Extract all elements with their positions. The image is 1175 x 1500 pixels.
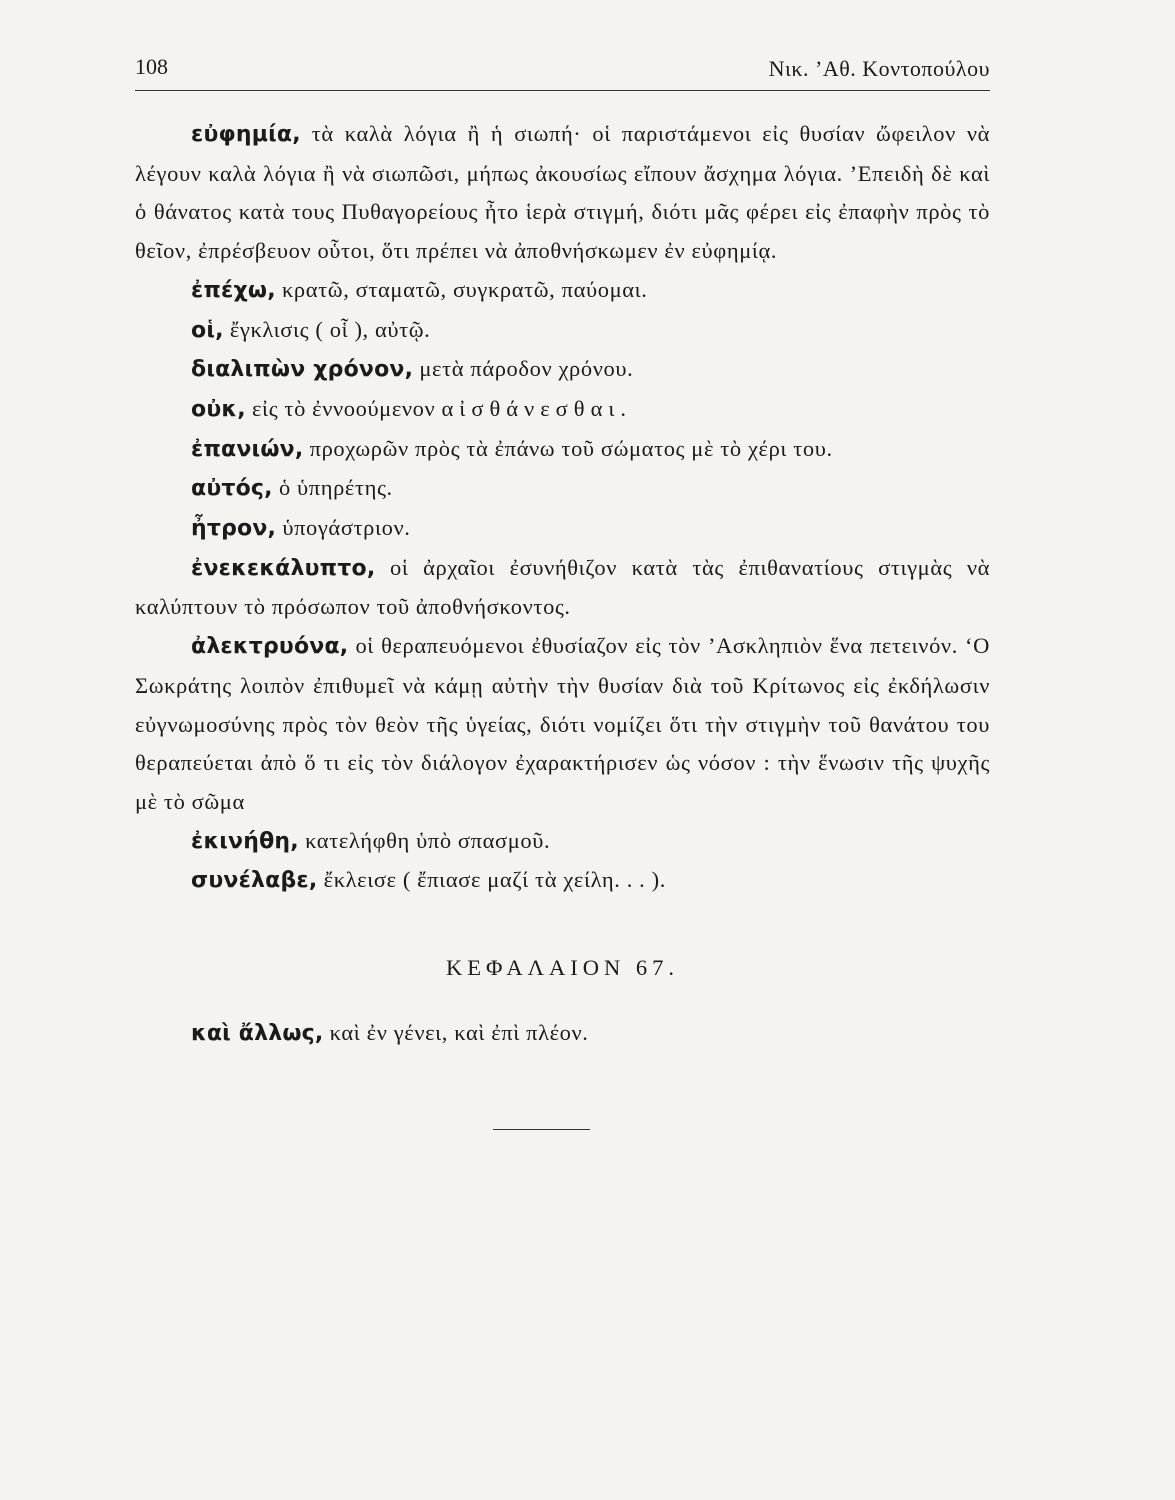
entry-autos (135, 469, 990, 509)
end-rule-divider (493, 1129, 590, 1130)
entry-gloss: μετὰ πάροδον χρόνου. (413, 356, 634, 382)
entry-gloss: οἱ θεραπευόμενοι ἐθυσίαζον εἰς τὸν ’Ασκληπιὸν ἕνα πετεινόν. ‘Ο Σωκράτης λοιπὸν ἐπιθυμεῖ νὰ κάμῃ αὐτὴν τὴν θυσίαν διὰ τοῦ Κρίτωνος εἰς ἐκδήλωσιν εὐγνωμοσύνης πρὸς τὸν θεὸν τῆς ὑγείας, διότι νομίζει ὅτι τὴν στιγμὴν τοῦ θανάτου του θεραπεύεται ἀπὸ ὅ τι εἰς τὸν διάλογον ἐχαρακτήρισεν ὡς νόσον : τὴν ἕνωσιν τῆς ψυχῆς μὲ τὸ σῶμα (135, 633, 990, 814)
entry-term: καὶ ἄλλως, (191, 1020, 324, 1046)
entry-term: ἐπέχω, (191, 277, 276, 303)
entry-gloss: τὰ καλὰ λόγια ἢ ἡ σιωπή· οἱ παριστάμενοι εἰς θυσίαν ὤφειλον νὰ λέγουν καλὰ λόγια ἢ νὰ σιωπῶσι, μήπως ἀκουσίως εἴπουν ἄσχημα λόγια. ’Επειδὴ δὲ καὶ ὁ θάνατος κατὰ τους Πυθαγορείους ἦτο ἱερὰ στιγμή, διότι μᾶς φέρει εἰς ἐπαφὴν πρὸς τὸ θεῖον, ἐπρέσβευον οὗτοι, ὅτι πρέπει νὰ ἀποθνήσκωμεν ἐν εὐφημίᾳ. (135, 121, 990, 264)
entry-term: διαλιπὼν χρόνον, (191, 357, 414, 383)
entry-kai-allos (135, 1014, 990, 1054)
entry-gloss: ὑπογάστριον. (276, 515, 411, 541)
entry-gloss: καὶ ἐν γένει, καὶ ἐπὶ πλέον. (323, 1019, 589, 1045)
entry-alektryona (135, 627, 990, 822)
entry-term: οὐκ, (191, 396, 246, 422)
entry-epanion (135, 430, 990, 470)
entry-ekinethe (135, 822, 990, 862)
entry-dialipon-chronon (135, 350, 990, 390)
entry-ouk (135, 390, 990, 430)
entry-gloss: ὁ ὑπηρέτης. (272, 475, 393, 501)
entry-gloss: προχωρῶν πρὸς τὰ ἐπάνω τοῦ σώματος μὲ τὸ χέρι του. (303, 435, 833, 461)
entry-etron (135, 509, 990, 549)
page-number: 108 (135, 54, 168, 79)
entry-hoi (135, 311, 990, 351)
entry-gloss: εἰς τὸ ἐννοούμενον (245, 395, 442, 421)
running-title: Νικ. ’Αθ. Κοντοπούλου (768, 56, 990, 81)
entry-enekekalypto (135, 549, 990, 627)
entry-term: ἀλεκτρυόνα, (191, 634, 349, 660)
entry-gloss: οἱ ἀρχαῖοι ἐσυνήθιζον κατὰ τὰς ἐπιθανατίους στιγμὰς νὰ καλύπτουν τὸ πρόσωπον τοῦ ἀποθνήσκοντος. (135, 554, 990, 620)
entry-term: οἱ, (191, 317, 224, 343)
entry-gloss: κρατῶ, σταματῶ, συγκρατῶ, παύομαι. (275, 276, 648, 302)
entry-epecho (135, 271, 990, 311)
entry-gloss: ἔγκλισις ( οἷ ), αὐτῷ. (223, 316, 431, 342)
entry-gloss: κατελήφθη ὑπὸ σπασμοῦ. (298, 827, 551, 853)
entry-term: συνέλαβε, (191, 868, 318, 894)
entry-gloss: ἔκλεισε ( ἔπιασε μαζί τὰ χείλη. . . ). (317, 867, 666, 893)
entry-term: ἐκινήθη, (191, 828, 299, 854)
entry-term: ἦτρον, (191, 516, 277, 542)
page-header (135, 50, 990, 91)
entry-eufemia (135, 115, 990, 271)
commentary-body (135, 115, 990, 1053)
entry-synelabe (135, 861, 990, 901)
entry-term: αὐτός, (191, 476, 273, 502)
entry-term: ἐπανιών, (191, 436, 304, 462)
entry-term: ἐνεκεκάλυπτο, (191, 555, 376, 581)
entry-term: εὐφημία, (191, 122, 301, 147)
chapter-heading: ΚΕΦΑΛΑΙΟΝ 67. (446, 955, 679, 981)
entry-spaced-word: αἰσθάνεσθαι. (441, 395, 633, 421)
